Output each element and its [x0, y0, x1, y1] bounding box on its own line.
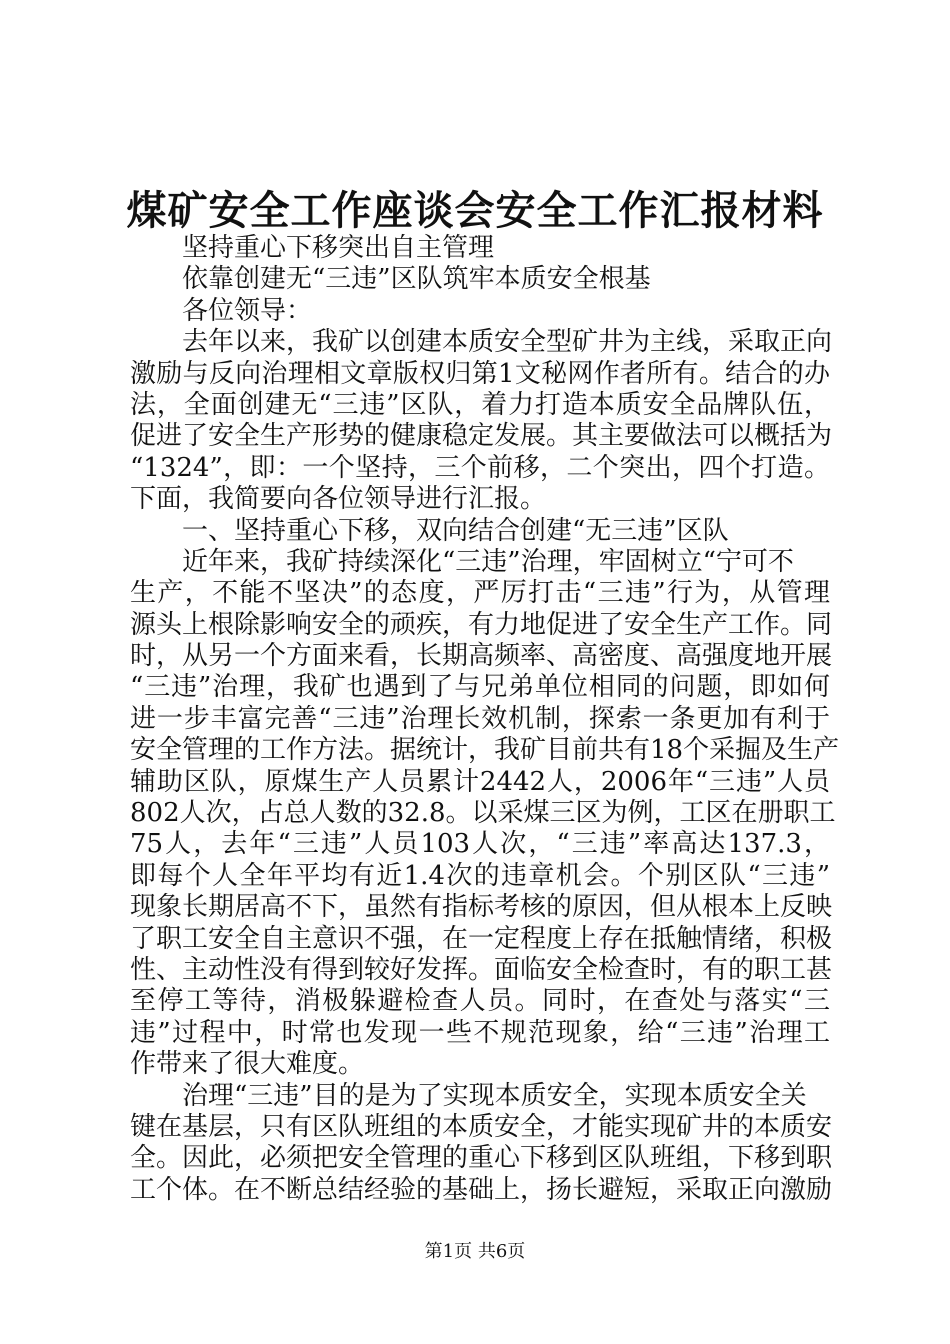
body-line: 全。因此，必须把安全管理的重心下移到区队班组，下移到职	[130, 1143, 833, 1174]
body-line: 法，全面创建无“三违”区队，着力打造本质安全品牌队伍，	[130, 389, 830, 420]
body-line: 辅助区队，原煤生产人员累计2442人，2006年“三违”人员	[130, 766, 830, 797]
body-line: “1324”，即：一个坚持，三个前移，二个突出，四个打造。	[130, 452, 830, 483]
body-line: 时，从另一个方面来看，长期高频率、高密度、高强度地开展	[130, 641, 833, 672]
body-line: 性、主动性没有得到较好发挥。面临安全检查时，有的职工甚	[130, 954, 833, 985]
body-line: 依靠创建无“三违”区队筑牢本质安全根基	[182, 264, 651, 295]
page-footer: 第1页 共6页	[424, 1241, 526, 1262]
body-line: 至停工等待，消极躲避检查人员。同时，在查处与落实“三	[130, 986, 830, 1017]
body-line: 作带来了很大难度。	[130, 1049, 365, 1080]
body-line: 坚持重心下移突出自主管理	[182, 233, 495, 263]
body-line: 工个体。在不断总结经验的基础上，扬长避短，采取正向激励	[130, 1174, 833, 1205]
body-line: 违”过程中，时常也发现一些不规范现象，给“三违”治理工	[130, 1017, 830, 1048]
body-line: 现象长期居高不下，虽然有指标考核的原因，但从根本上反映	[130, 892, 833, 923]
body-line: 生产，不能不坚决”的态度，严厉打击“三违”行为，从管理	[130, 578, 830, 609]
body-line: 促进了安全生产形势的健康稳定发展。其主要做法可以概括为	[130, 421, 833, 452]
document-body	[130, 233, 840, 1206]
body-line: 进一步丰富完善“三违”治理长效机制，探索一条更加有利于	[130, 703, 830, 734]
body-line: 激励与反向治理相文章版权归第1文秘网作者所有。结合的办	[130, 358, 830, 389]
body-line: 了职工安全自主意识不强，在一定程度上存在抵触情绪，积极	[130, 923, 833, 954]
body-line: 治理“三违”目的是为了实现本质安全，实现本质安全关	[182, 1080, 807, 1111]
body-line: 近年来，我矿持续深化“三违”治理，牢固树立“宁可不	[182, 546, 794, 577]
body-line: 去年以来，我矿以创建本质安全型矿井为主线，采取正向	[182, 327, 833, 358]
body-line: 安全管理的工作方法。据统计，我矿目前共有18个采掘及生产	[130, 735, 840, 766]
body-line: 各位领导：	[182, 295, 313, 326]
body-line: 802人次，占总人数的32.8。以采煤三区为例，工区在册职工	[130, 798, 836, 829]
body-line: 下面，我简要向各位领导进行汇报。	[130, 484, 547, 515]
body-line: 源头上根除影响安全的顽疾，有力地促进了安全生产工作。同	[130, 609, 833, 640]
body-line: “三违”治理，我矿也遇到了与兄弟单位相同的问题，即如何	[130, 672, 830, 703]
body-line: 即每个人全年平均有近1.4次的违章机会。个别区队“三违”	[130, 860, 830, 891]
body-line: 键在基层，只有区队班组的本质安全，才能实现矿井的本质安	[130, 1111, 833, 1142]
body-line: 一、坚持重心下移，双向结合创建“无三违”区队	[182, 515, 729, 546]
document-title: 煤矿安全工作座谈会安全工作汇报材料	[126, 188, 824, 234]
body-line: 75人，去年“三违”人员103人次，“三违”率高达137.3，	[130, 829, 830, 860]
